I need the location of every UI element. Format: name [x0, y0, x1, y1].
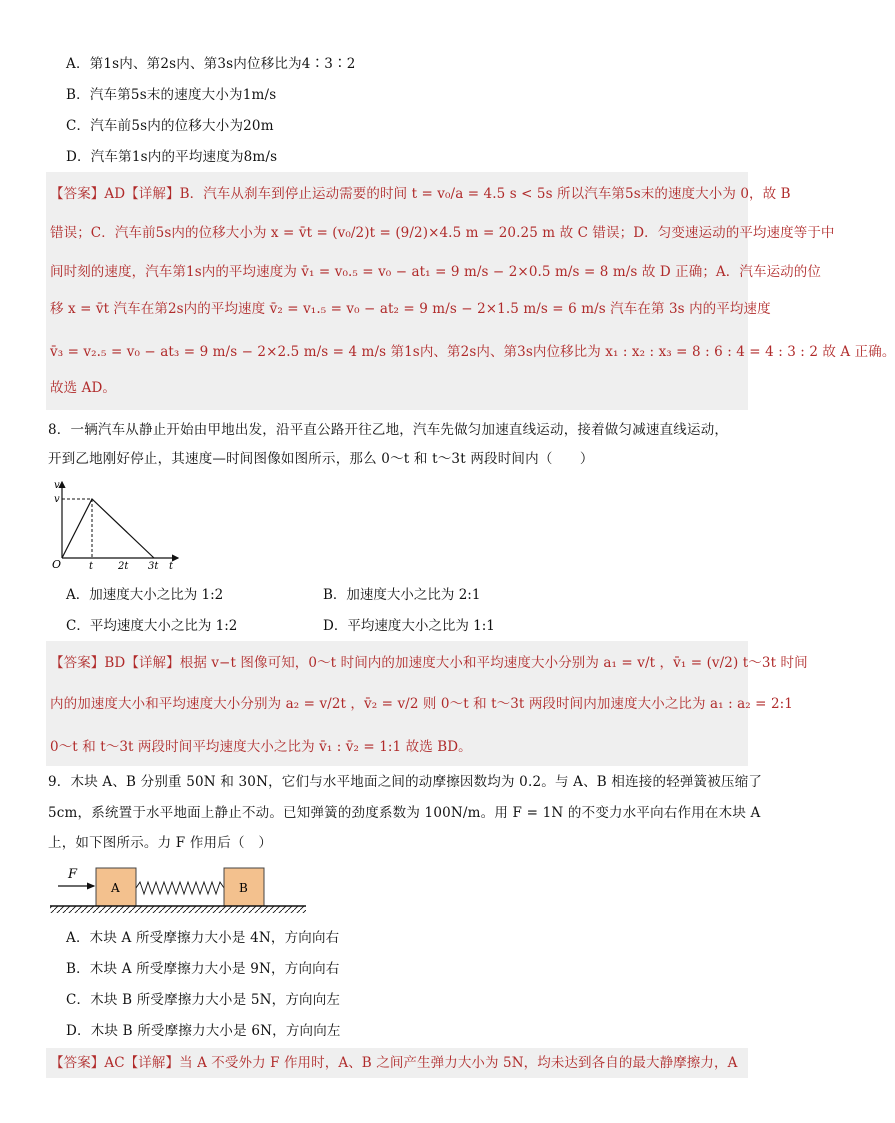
q8-answer-line: 0～t 和 t～3t 两段时间平均速度大小之比为 v̄₁ : v̄₂ = 1:1 故选 BD。 [50, 739, 472, 755]
spring [136, 882, 224, 894]
q7-answer-box [46, 172, 895, 410]
q7-option-b: B．汽车第5s末的速度大小为1m/s [66, 87, 277, 103]
q7-answer-line: 故选 AD。 [50, 380, 116, 396]
q9-stem-line: 上，如下图所示。力 F 作用后（ ） [48, 835, 273, 851]
v-axis-label: v [54, 480, 60, 491]
q7-option-d: D．汽车第1s内的平均速度为8m/s [66, 149, 278, 165]
ground-hatch [50, 906, 306, 913]
q7-option-c: C．汽车前5s内的位移大小为20m [66, 118, 274, 134]
3t-tick-label: 3t [148, 561, 159, 572]
q8-option-b: B．加速度大小之比为 2:1 [323, 587, 481, 603]
q7-answer-line: 错误；C．汽车前5s内的位移大小为 x = v̄t = (v₀/2)t = (9/2)×4.5 m = 20.25 m 故 C 错误；D．匀变速运动的平均速度等于中 [50, 225, 835, 241]
q8-option-c: C．平均速度大小之比为 1:2 [66, 618, 238, 634]
q7-answer-line: 移 x = v̄t 汽车在第2s内的平均速度 v̄₂ = v₁.₅ = v₀ − at₂ = 9 m/s − 2×1.5 m/s = 6 m/s 汽车在第 3s 内的平均速度 [50, 301, 771, 317]
q9-stem-line: 5cm，系统置于水平地面上静止不动。已知弹簧的劲度系数为 100N/m。用 F = 1N 的不变力水平向右作用在木块 A [48, 805, 761, 821]
t-axis-label: t [169, 561, 174, 572]
q9-answer-box [46, 1048, 748, 1078]
q7-answer-line: v̄₃ = v₂.₅ = v₀ − at₃ = 9 m/s − 2×2.5 m/s = 4 m/s 第1s内、第2s内、第3s内位移比为 x₁ : x₂ : x₃ = 8 : 6 : 4 = 4 : 3 : 2 故 A 正确。 [50, 344, 895, 360]
q9-option-d: D．木块 B 所受摩擦力大小是 6N，方向向左 [66, 1023, 341, 1039]
q8-stem-line: 开到乙地刚好停止，其速度—时间图像如图所示，那么 0～t 和 t～3t 两段时间内（ ） [48, 451, 594, 467]
q8-vt-graph [46, 476, 186, 572]
q9-spring-figure [48, 862, 310, 918]
origin-label: O [52, 558, 62, 571]
q7-answer-line: 【答案】AD【详解】B．汽车从刹车到停止运动需要的时间 t = v₀/a = 4.5 s < 5s 所以汽车第5s末的速度大小为 0，故 B [50, 186, 791, 202]
velocity-line [62, 499, 154, 558]
q9-option-a: A．木块 A 所受摩擦力大小是 4N，方向向右 [66, 930, 340, 946]
q9-stem-line: 9．木块 A、B 分别重 50N 和 30N，它们与水平地面之间的动摩擦因数均为 0.2。与 A、B 相连接的轻弹簧被压缩了 [48, 774, 763, 790]
q7-answer-line: 间时刻的速度，汽车第1s内的平均速度为 v̄₁ = v₀.₅ = v₀ − at₁ = 9 m/s − 2×0.5 m/s = 8 m/s 故 D 正确；A．汽车运动的位 [50, 264, 821, 280]
q7-option-a: A．第1s内、第2s内、第3s内位移比为4∶3∶2 [66, 56, 356, 72]
q8-option-d: D．平均速度大小之比为 1:1 [323, 618, 495, 634]
q8-answer-line: 内的加速度大小和平均速度大小分别为 a₂ = v/2t ，v̄₂ = v/2 则 0～t 和 t～3t 两段时间内加速度大小之比为 a₁ : a₂ = 2:1 [50, 696, 793, 712]
q9-answer-line: 【答案】AC【详解】当 A 不受外力 F 作用时，A、B 之间产生弹力大小为 5N，均未达到各自的最大静摩擦力，A [50, 1055, 738, 1071]
q8-answer-box [46, 641, 808, 766]
force-label: F [68, 867, 78, 882]
q9-option-c: C．木块 B 所受摩擦力大小是 5N，方向向左 [66, 992, 341, 1008]
block-b-label: B [239, 881, 248, 895]
2t-tick-label: 2t [118, 561, 129, 572]
q8-option-a: A．加速度大小之比为 1:2 [66, 587, 224, 603]
v-tick-label: v [54, 494, 60, 505]
t-tick-label: t [89, 561, 94, 572]
q9-option-b: B．木块 A 所受摩擦力大小是 9N，方向向右 [66, 961, 340, 977]
block-a-label: A [111, 881, 120, 895]
q8-answer-line: 【答案】BD【详解】根据 v−t 图像可知，0～t 时间内的加速度大小和平均速度大小分别为 a₁ = v/t ，v̄₁ = (v/2) t～3t 时间 [50, 655, 808, 671]
q8-stem-line: 8．一辆汽车从静止开始由甲地出发，沿平直公路开往乙地，汽车先做匀加速直线运动，接着做匀减速直线运动， [48, 422, 729, 438]
